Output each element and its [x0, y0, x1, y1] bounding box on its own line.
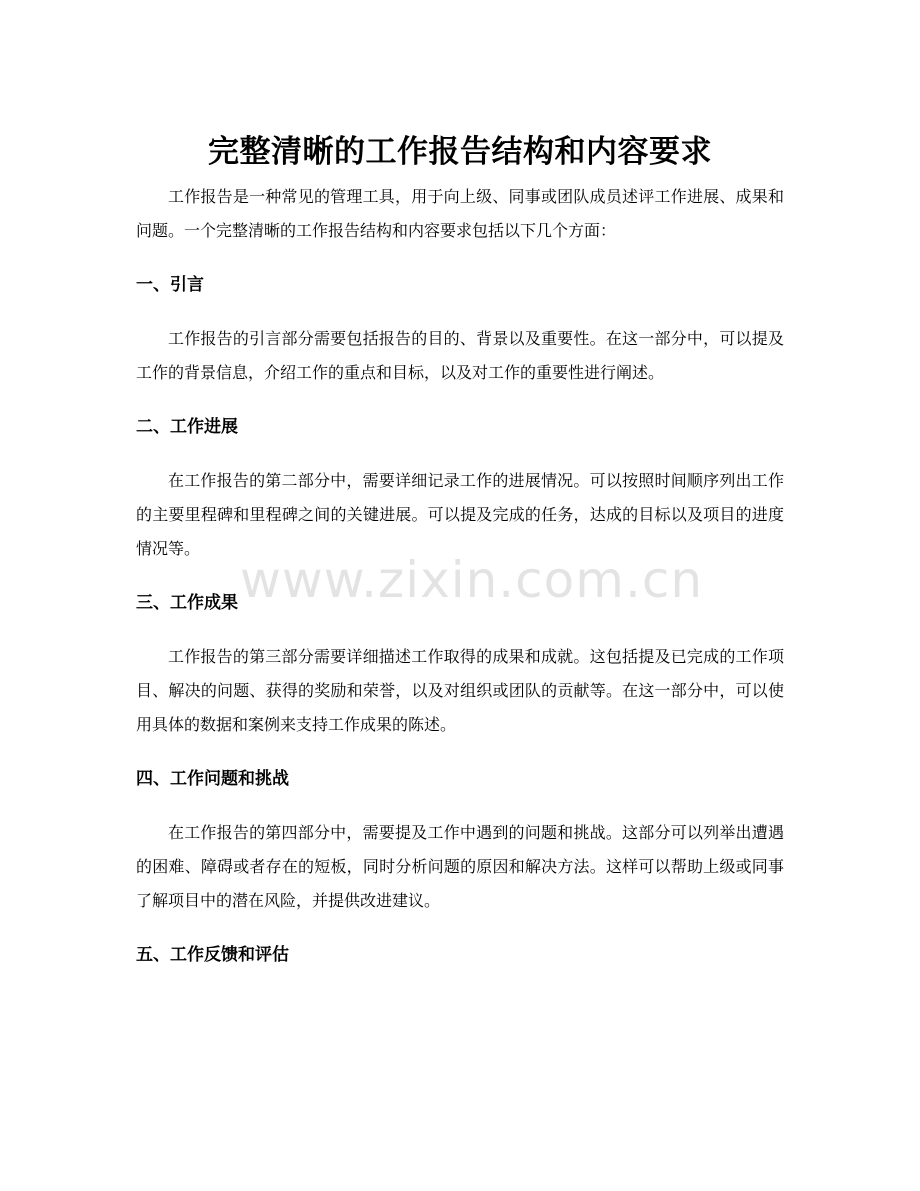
- section-heading-intro: 一、引言: [136, 275, 204, 295]
- document-body: [136, 180, 784, 992]
- section-heading-results: 三、工作成果: [136, 593, 238, 613]
- section-body-progress: 在工作报告的第二部分中，需要详细记录工作的进展情况。可以按照时间顺序列出工作的主要里程碑和里程碑之间的关键进展。可以提及完成的任务，达成的目标以及项目的进度情况等。: [136, 471, 784, 558]
- section-heading-feedback: 五、工作反馈和评估: [136, 945, 289, 965]
- intro-paragraph: 工作报告是一种常见的管理工具，用于向上级、同事或团队成员述评工作进展、成果和问题。一个完整清晰的工作报告结构和内容要求包括以下几个方面：: [136, 187, 784, 240]
- section-heading-progress: 二、工作进展: [136, 417, 238, 437]
- section-body-problems: 在工作报告的第四部分中，需要提及工作中遇到的问题和挑战。这部分可以列举出遭遇的困难、障碍或者存在的短板，同时分析问题的原因和解决方法。这样可以帮助上级或同事了解项目中的潜在风险，并提供改进建议。: [136, 823, 784, 910]
- document-title: 完整清晰的工作报告结构和内容要求: [208, 133, 712, 170]
- section-body-results: 工作报告的第三部分需要详细描述工作取得的成果和成就。这包括提及已完成的工作项目、解决的问题、获得的奖励和荣誉，以及对组织或团队的贡献等。在这一部分中，可以使用具体的数据和案例来支持工作成果的陈述。: [136, 647, 784, 734]
- section-body-intro: 工作报告的引言部分需要包括报告的目的、背景以及重要性。在这一部分中，可以提及工作的背景信息，介绍工作的重点和目标，以及对工作的重要性进行阐述。: [136, 329, 784, 382]
- section-heading-problems: 四、工作问题和挑战: [136, 769, 289, 789]
- watermark: www.zixin.com.cn: [240, 551, 704, 609]
